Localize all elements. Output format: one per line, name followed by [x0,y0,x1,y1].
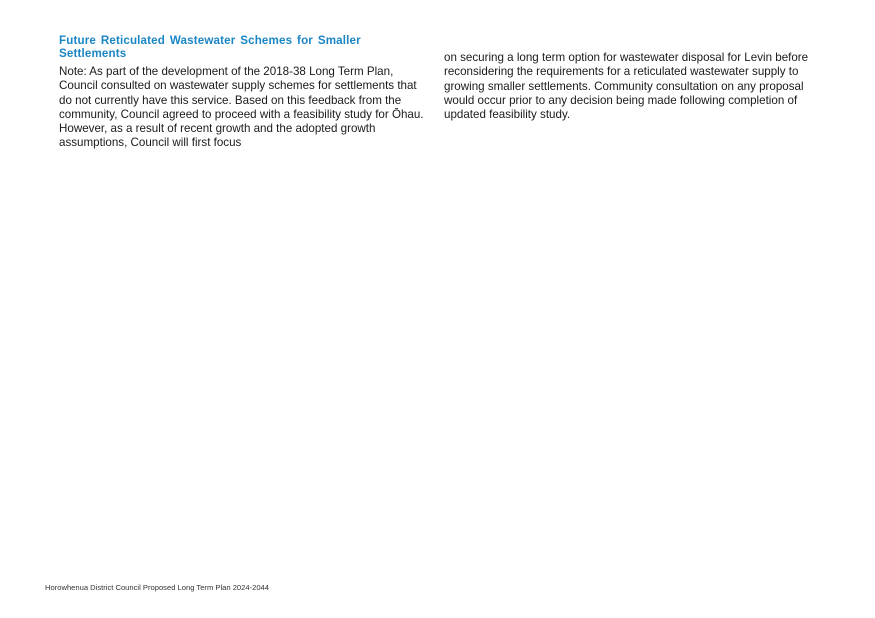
right-paragraph: on securing a long term option for wastewater disposal for Levin before reconsidering the requirements for a reticulated wastewater supply to growing smaller settlements. Community consultation on any proposal would occur prior to any decision being made following completion of updated feasibility study. [444,51,809,122]
left-paragraph: Note: As part of the development of the 2018-38 Long Term Plan, Council consulted on wastewater supply schemes for settlements that do not currently have this service. Based on this feedback from the community, Council agreed to proceed with a feasibility study for Ōhau. However, as a result of recent growth and the adopted growth assumptions, Council will first focus [59,65,424,150]
left-column [59,34,427,151]
page-footer: Horowhenua District Council Proposed Long Term Plan 2024-2044 [45,583,270,592]
right-column [444,51,822,122]
section-heading: Future Reticulated Wastewater Schemes for Smaller Settlements [59,34,361,60]
